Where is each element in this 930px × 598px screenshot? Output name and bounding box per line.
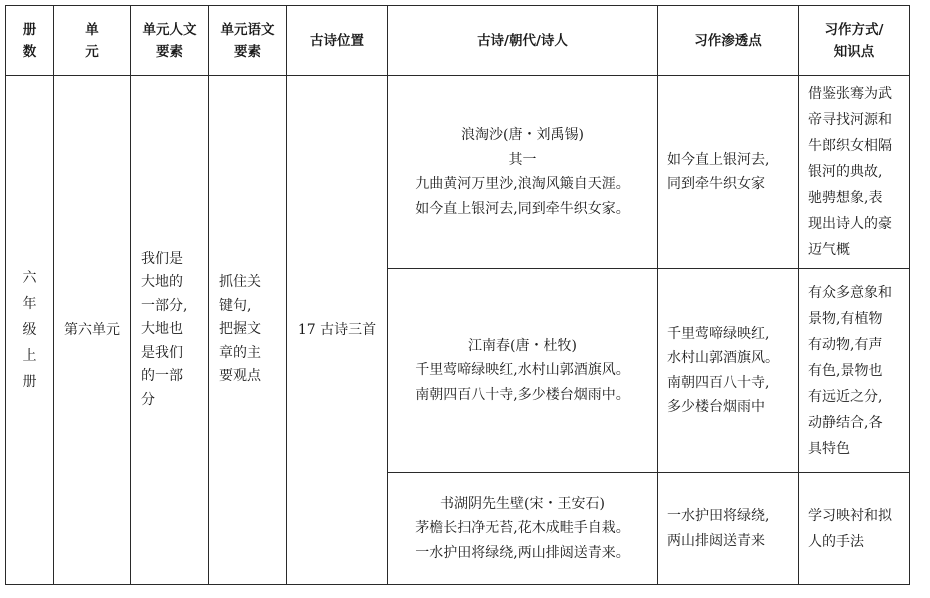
poem-cell-shuhuyin [388,473,658,585]
header-unit: 单 元 [54,6,131,76]
header-poem: 古诗/朝代/诗人 [388,6,658,76]
lesson-table [5,5,910,585]
unit-cell: 第六单元 [54,76,131,585]
poem-line: 千里莺啼绿映红,水村山郭酒旗风。 [415,362,630,379]
header-row [6,6,910,76]
poem-subtitle: 其一 [508,151,537,168]
writing-method-cell: 有众多意象和 景物,有植物 有动物,有声 有色,景物也 有远近之分, 动静结合,各 具特色 [799,269,910,473]
poem-cell-langtaosha [388,76,658,269]
humanistic-element-cell: 我们是 大地的 一部分, 大地也 是我们 的一部 分 [131,76,209,585]
header-book: 册 数 [6,6,54,76]
header-humanistic: 单元人文 要素 [131,6,209,76]
poem-cell-jiangnanchun [388,269,658,473]
header-position: 古诗位置 [287,6,388,76]
writing-point-cell: 如今直上银河去, 同到牵牛织女家 [658,76,799,269]
poem-line: 如今直上银河去,同到牵牛织女家。 [415,200,630,217]
writing-method-cell: 借鉴张骞为武 帝寻找河源和 牛郎织女相隔 银河的典故, 驰骋想象,表 现出诗人的豪 迈气概 [799,76,910,269]
writing-point-cell: 千里莺啼绿映红, 水村山郭酒旗风。 南朝四百八十寺, 多少楼台烟雨中 [658,269,799,473]
poem-title: 江南春(唐・杜牧) [468,337,577,354]
poem-line: 茅檐长扫净无苔,花木成畦手自栽。 [415,520,630,537]
language-element-cell: 抓住关 键句, 把握文 章的主 要观点 [209,76,287,585]
poem-row-1 [6,76,910,269]
poem-title: 书湖阴先生壁(宋・王安石) [440,495,605,512]
header-writing-point: 习作渗透点 [658,6,799,76]
header-writing-method: 习作方式/ 知识点 [799,6,910,76]
writing-method-cell: 学习映衬和拟 人的手法 [799,473,910,585]
writing-point-cell: 一水护田将绿绕, 两山排闼送青来 [658,473,799,585]
book-cell: 六 年 级 上 册 [6,76,54,585]
poem-line: 九曲黄河万里沙,浪淘风簸自天涯。 [415,176,630,192]
poem-line: 一水护田将绿绕,两山排闼送青来。 [415,544,630,561]
poem-line: 南朝四百八十寺,多少楼台烟雨中。 [415,386,630,403]
header-language: 单元语文 要素 [209,6,287,76]
poem-title: 浪淘沙(唐・刘禹锡) [461,127,584,143]
poem-position-cell: 17 古诗三首 [287,76,388,585]
